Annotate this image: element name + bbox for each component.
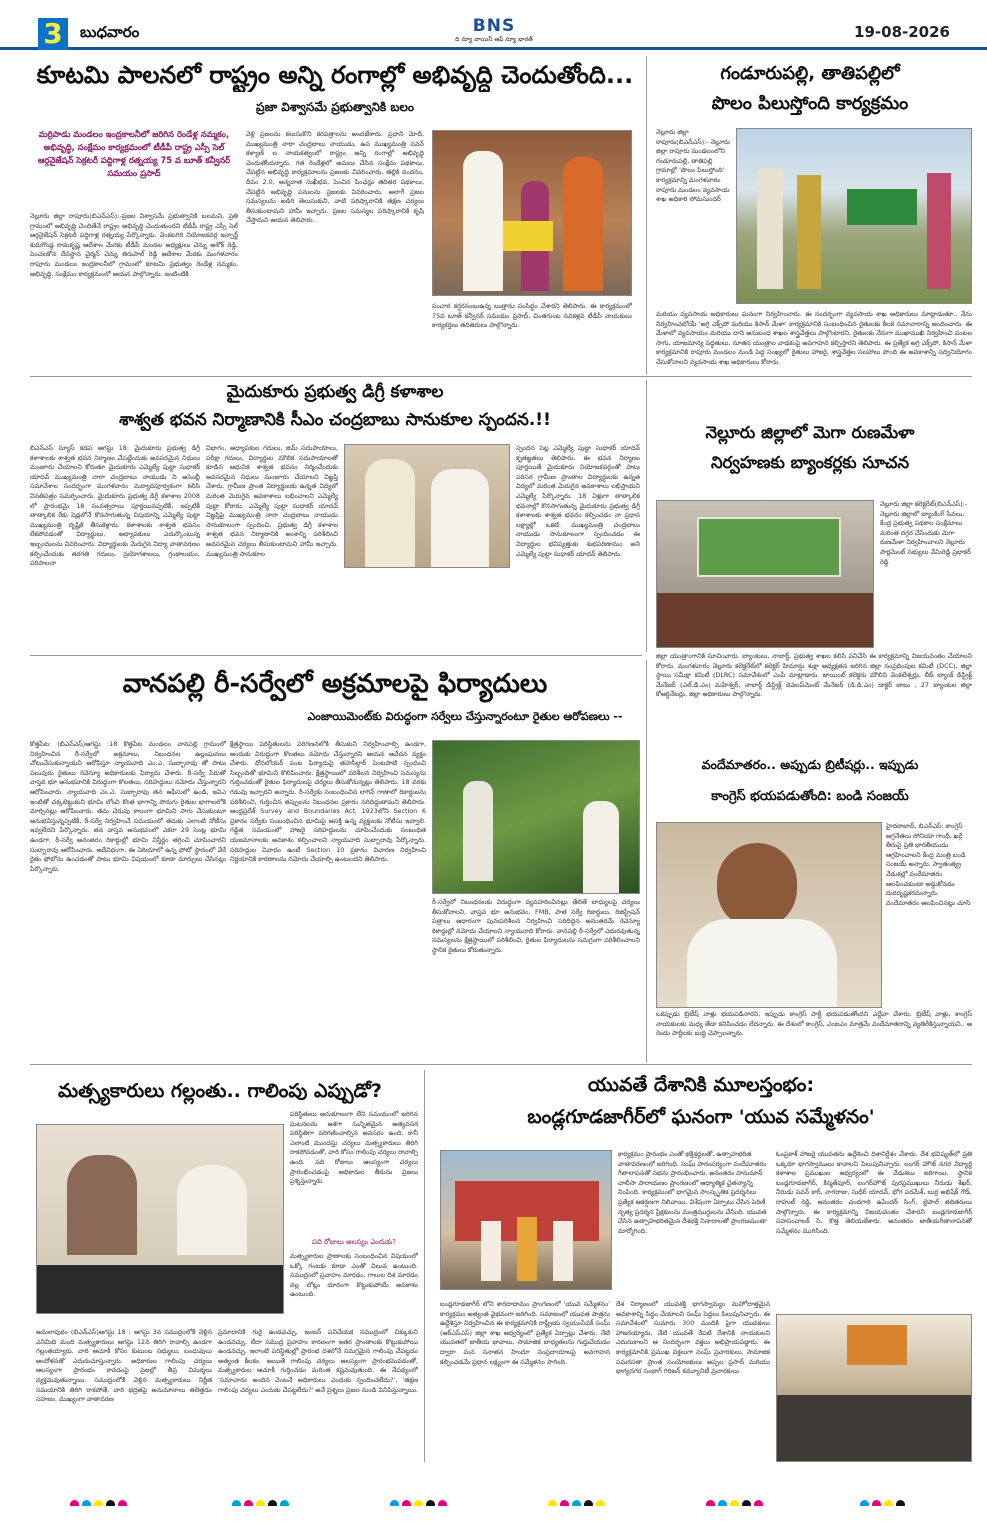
magenta-dot bbox=[118, 1500, 127, 1506]
photo-cm-meeting bbox=[344, 444, 510, 568]
magenta-dot bbox=[70, 1500, 79, 1506]
story8-body-col1b: బండ్లగూడజాగీర్ లోని శారదాదామం ప్రాంగణంలో 'యువ సమ్మేళనం' కార్యక్రమం అత్యంత వైభవంగా జరిగింది. సమాజంలో యువత పాత్రను ఉద్దేశిస్తూ నిర్వహించిన ఈ కార్యక్రమానికి రాష్ట్రీయ స్వయంసేవక్ సంఘ్ (ఆర్ఎస్ఎస్) జిల్లా శాఖ ఆధ్వర్యంలో ప్రత్యేక ఏర్పాట్లు చేశారు. నేటి యువతలో జాతీయ భావాలు, సామాజిక బాధ్యతలను గుర్తుచేయడం ద్వారా మన సనాతన హిందూ సంప్రదాయాలపై అవగాహన కల్పించడమే ప్రధాన లక్ష్యంగా ఈ సమ్మేళనం సాగింది. bbox=[440, 1300, 610, 1366]
story2-body-bottom: మరియు వ్యవసాయ అధికారులు ఘనంగా నిర్వహించారు. ఈ సందర్భంగా వ్యవసాయ శాఖ అధికారులు మాట్లాడుతూ.. నేను నిర్వహించబోయే 'అగ్రి ఎక్స్‌పో మరియు కిసాన్ మేళా' కార్యక్రమానికి సంబంధించిన రైతులకు కీలక సమాచారాన్ని అందించారు. ఈ మేళాలో వ్యవసాయం మరియు దాని అనుబంధ శాఖల శాస్త్రవేత్తలు పాల్గొంటారని, రైతులకు నేరుగా ముఖాముఖి నిర్వహించి పంటల సాగు, యాజమాన్య పద్ధతులు, నూతన యంత్రాల వాడకంపై అవగాహన కల్పిస్తారని తెలిపారు. ఈ ప్రత్యేక అగ్రి ఎక్స్‌పో, కిసాన్ మేళా కార్యక్రమానికి రాపూరు మండలం నుండి పెద్ద సంఖ్యలో రైతులు హాజరై, శాస్త్రవేత్తల సలహాలు పొంది ఈ అవకాశాన్ని సద్వినియోగం చేసుకోవాలని వ్యవసాయ శాఖ అధికారులు కోరారు. bbox=[656, 310, 972, 366]
registration-marks bbox=[706, 1494, 806, 1506]
story8-body-col1: కార్యక్రమం ప్రారంభం ఎంతో భక్తిశ్రద్ధలతో, ఉత్సాహభరిత వాతావరణంలో జరిగింది. సంఘ్ పారంపర్యంగా వందేమాతరం గీతాలాపనతో సభను ప్రారంభించారు. అనంతరం హనుమాన్ చాలీసా పారాయణం ప్రాంగణంలో ఆధ్యాత్మిక చైతన్యాన్ని నింపింది. కార్యక్రమంలో భాగమైన సాంస్కృతిక ప్రదర్శనలు ప్రత్యేక ఆకర్షణగా నిలిచాయి. విశేషంగా ఏర్పాటు చేసిన పెరిణీ నృత్య ప్రదర్శన ప్రేక్షకులను మంత్రముగ్ధులను చేసింది. యువత చేసిన ఉత్సాహభరితమైన దేశభక్తి నినాదాలతో ప్రాంగణమంతా మార్మోగింది. bbox=[618, 1150, 767, 1235]
logo-tagline: ది న్యూ వాయిస్ ఆఫ్ న్యూ భారత్ bbox=[455, 36, 533, 43]
headline-story6-line2: కాంగ్రెస్ భయపడుతోంది: బండి సంజయ్ bbox=[711, 789, 909, 804]
registration-marks bbox=[860, 1494, 960, 1506]
weekday: బుధవారం bbox=[80, 23, 140, 41]
black-dot bbox=[584, 1500, 593, 1506]
photo-bank-meeting bbox=[656, 500, 874, 648]
divider bbox=[424, 1070, 425, 1462]
headline-story3: మైదుకూరు ప్రభుత్వ డిగ్రీ కళాశాల bbox=[226, 382, 444, 402]
magenta-dot bbox=[706, 1500, 715, 1506]
cyan-dot bbox=[390, 1500, 399, 1506]
registration-marks bbox=[548, 1494, 648, 1506]
subhead-story5: ఎంజాయిమెంట్‌కు విరుద్ధంగా సర్వేలు చేస్తున్నారంటూ రైతుల ఆరోపణలు -- bbox=[307, 710, 623, 723]
story1-body-right: సంచార కర్షరసంబుఉన్న బుత్తాను సంసిద్ధం చేశారని తెలిపారు. ఈ కార్యక్రమంలో 75వ బూత్ కన్వీనర్ సమయం ప్రసాద్, చింతగుంట నవకళ్లవ టీడీపీ నాయకులు కార్యకర్తలు తదితరులు పాల్గొన్నారు. bbox=[432, 302, 632, 330]
divider bbox=[646, 380, 647, 652]
story5-body-col1: కొత్తపేట: (బిఎన్ఎస్)ఆగస్టు :18 కొత్తపేట మండలం వానపల్లి గ్రామంలో నిర్వహించిన రీ-సర్వేలో అక్రమాలు, నిబంధనల ఉల్లంఘనలు చోటుచేసుకున్నాయని ఆరోపిస్తూ న్యాయవాది ఎం.ఎ. సుబ్బారావు తో పాటు పలువురు రైతులు రెవెన్యూ అధికారులకు ఫిర్యాదు చేశారు. రీ-సర్వే పేరుతో వాస్తవ భూ అనుభవానికి విరుద్ధంగా కొలతలు, సరిహద్దులు నమోదు చేస్తున్నారని ఆరోపించారు. న్యాయవాది ఎం.ఎ. సుబ్బారావు తన ఆఫీసులో ఉండి, ఇవిఎ ఇంటితో చక్కబెట్టుకుని భూమి లోంచి కొంత భాగాన్ని పొరుగు రైతుల భాగాలలోకి మార్చినట్లు ఆరోపించారు. తమ చెరువు కాలంగా భూమిని సాగు చేసుకుంటూ అనుభవిస్తున్నప్పటికీ, రీ-సర్వే నిర్వహించే సమయంలో తమకు ఎలాంటి నోటీసు ఇవ్వలేదని పేర్కొన్నారు. తన వాస్తవ అనుభవంలో ఎకరా 29 సెంట్ల భూమి ఉండగా, రీ-సర్వే అనంతరం రికార్డుల్లో భూమి విస్తీర్ణం తగ్గించి చూపించారని సుబ్బారావు ఆరోపించారు. అదేవిధంగా, ఈ ఏరియాలో ఉన్న ఫోటో స్థానంలో వేరే రైతు ఫోటోను ఉంచడంతో పాటు భూమి విషయంలో కూడా మార్పులు చేసినట్లు పేర్కొన్నారు. bbox=[30, 740, 226, 873]
photo-farm-program bbox=[736, 128, 972, 304]
yellow-dot bbox=[94, 1500, 103, 1506]
cyan-dot bbox=[718, 1500, 727, 1506]
headline-story4: నెల్లూరు జిల్లాలో మెగా రుణమేళా bbox=[705, 423, 915, 442]
registration-marks bbox=[232, 1494, 332, 1506]
divider bbox=[30, 655, 642, 656]
photo-survey-field bbox=[432, 740, 640, 894]
story8-body-col3: ఓంప్రకాశ్ హాజరై యువతను ఉద్దేశించి దిశానిర్దేశం చేశారు. దేశ భవిష్యత్‌లో ప్రతి ఒక్కరూ భాగస్వాములు కావాలని పిలుపునిచ్చారు. లంగర్ హౌజ్ నగర విద్యార్థి కళాశాల ప్రముఖుల ఆధ్వర్యంలో ఈ వేడుకలు జరిగాయి. స్థానిక బండ్లగూడజాగీర్, కిస్మత్‌పూర్, లంగర్‌హౌజ్ పురప్రముఖులు నీరుడు శేఖర్, నీరుడు పవన్ కార్, నాగరాజు, సుధీర్ యాదవ్, భోగ పరమేశ్, బుర్ర అభిషేక్ గౌడ్, రాహుల్ రెడ్డి, అనంతరం చందగారి ఉపేందర్ సింగ్, జైపాల్ తదితరులు పాల్గొన్నారు. ఈ కార్యక్రమాన్ని విజయవంతం చేశారని బండ్లగూడజాగీర్ సహసంచాలక్ సి. కొత్త తెలియజేశారు. అనంతరం జాతీయగీతాలాపనతో సమ్మేళనం ముగిసింది. bbox=[776, 1150, 972, 1235]
yellow-dot bbox=[884, 1500, 893, 1506]
black-dot bbox=[268, 1500, 277, 1506]
magenta-dot bbox=[560, 1500, 569, 1506]
photo-party-leaders bbox=[432, 130, 632, 296]
divider bbox=[30, 376, 972, 377]
black-dot bbox=[426, 1500, 435, 1506]
divider bbox=[30, 1064, 972, 1065]
story4-body-top: నెల్లూరు జిల్లా కలెక్టరేట్(బిఎన్ఎస్):- నెల్లూరు జిల్లాలో బ్యాంకింగ్ సేవలు, కేంద్ర ప్రభుత్వ పథకాల సంక్షేమాలు మరింత దగ్గర చేసేందుకు మెగా రుణమేళా నిర్వహించాలని నెల్లూరు పార్లమెంట్ సభ్యులు వేమిరెడ్డి ప్రభాకర్ రెడ్డి bbox=[880, 500, 971, 566]
headline-story2-line2: పొలం పిలుస్తోంది కార్యక్రమం bbox=[711, 93, 909, 114]
subhead-story1: ప్రజా విశ్వాసమే ప్రభుత్వానికి బలం bbox=[256, 100, 414, 114]
yellow-dot bbox=[596, 1500, 605, 1506]
story3-body-col2: విభాగం, అధ్యాపకుల గదులు, జిమ్ సదుపాయాలు, పరీక్షా గదులు, విద్యార్థుల మౌలిక సదుపాయాలతో కూడిన ఆధునిక శాశ్వత భవనం నిర్మించేందుకు అవసరమైన నిధులు మంజూరు చేయాలని విజ్ఞప్తి చేశారు. గ్రామీణ ప్రాంత విద్యార్థులకు ఉన్నత విద్యలో మరింత మెరుగైన అవకాశాలు లభించాలని ఎమ్మెల్యే పుట్టా కోరారు. ఎమ్మెల్యే పుట్టా సుధాకర్ యాదవ్ విజ్ఞప్తిపై ముఖ్యమంత్రి నారా చంద్రబాబు నాయుడు సానుకూలంగా స్పందించి, ప్రభుత్వ డిగ్రీ కళాశాల శాశ్వత భవన నిర్మాణానికి అంశాన్ని పరిశీలించి అవసరమైన చర్యలు తీసుకుంటామని హామీ ఇచ్చారు. ముఖ్యమంత్రి సానుకూల bbox=[206, 444, 338, 558]
registration-marks bbox=[390, 1494, 490, 1506]
black-dot bbox=[896, 1500, 905, 1506]
photo-press-meet bbox=[36, 1124, 284, 1314]
cyan-dot bbox=[572, 1500, 581, 1506]
story5-body-col3: రీ-సర్వేలో నిబంధనలకు విరుద్ధంగా వ్యవహరించినట్లు తేలితే బాధ్యులపై చర్యలు తీసుకోవాలని, వాస్తవ భూ అనుభవం, FMB, పాత సర్వే రికార్డులు, రిజిస్ట్రేషన్ పత్రాలు ఆధారంగా పునఃపరిశీలన నిర్వహించి సరిదిద్దిన అనంతరమే రెవెన్యూ రికార్డుల్లో నమోదు చేయాలని న్యాయవాది కోరారు. వానపల్లి రీ-సర్వేలో ఎదురవుతున్న సమస్యలను క్షేత్రస్థాయిలో పరిశీలించి, రైతుల ఫిర్యాదులను సమగ్రంగా పరిశీలించాలని స్థానిక రైతులు కోరుతున్నారు. bbox=[432, 898, 640, 954]
magenta-dot bbox=[754, 1500, 763, 1506]
story7-body-side2: మత్స్యకారుల ప్రాణాలకు సంబంధించిన విషయంలో ఒక్కో గంటకు కూడా ఎంతో విలువ ఉంటుంది. సముద్రంలో ప్రవాహం మారడం, గాలుల దిశ మారడం వల్ల బోట్లు దూరంగా కొట్టుకుపోయే అవకాశం ఉంటుంది. bbox=[290, 1252, 418, 1299]
subhead-story7: పది రోజులు ఆలస్యం ఎందుకు? bbox=[311, 1238, 397, 1246]
cyan-dot bbox=[280, 1500, 289, 1506]
magenta-dot bbox=[872, 1500, 881, 1506]
story1-body-mid: వెళ్లి ప్రజలను కలుసుకొని కరపత్రాలను అందజేశారు. ప్రధాని మోదీ, ముఖ్యమంత్రి నారా చంద్రబాబు నాయుడు, ఉప ముఖ్యమంత్రి పవన్ కళ్యాణ్ ల నాయకత్వంలో రాష్ట్రం అన్ని రంగాల్లో అభివృద్ధి చెందుతోందన్నారు. గత రెండేళ్లలో అమలు చేసిన సంక్షేమ పథకాలు, చేపట్టిన అభివృద్ధి కార్యక్రమాలను ప్రజలకు వివరించారు. తల్లికి వందనం, దీపం 2.0, అన్నదాత సుఖీభవ, పెంచిన పింఛన్లు తదితర పథకాలు, చేపట్టిన అభివృద్ధి పనులను ప్రజలకు వివరించారు. అలాగే ప్రజల సమస్యలను అడిగి తెలుసుకుని, వాటి పరిష్కారానికి తక్షణ చర్యలు తీసుకుంటామని హామీ ఇచ్చారు. ప్రజల సమస్యల పరిష్కారానికి కృషి చేస్తామని ఆయన తెలిపారు. bbox=[246, 130, 424, 225]
story8-body-col2: దేశ నిర్మాణంలో యువశక్తి భాగస్వామ్యం మహోదాత్తమైన అవకాశాన్ని సిద్ధం చేయాలని సంఘ్ పెద్దలు పిలుపునిచ్చారు. ఈ సమావేశంలో సుమారు 300 మందికి పైగా యువకులు హాజరయ్యారు. నేటి యువతే రేపటి దేశానికి నాయకులని ఎదురుకాలని ఆ సందర్భంగా వక్తలు అభిప్రాయపడ్డారు. ఈ కార్యక్రమానికి ప్రముఖ వక్తలుగా సంఘ్ ప్రచారకులు, సామాజిక సమరసతా ప్రాంత సంయోజకులు అప్పల ప్రసాద్ మరియు భాగ్యనగర సంభాగ్ గిరిజన్ కమ్యూనిటీ ప్రచారకులు bbox=[616, 1300, 770, 1376]
story4-body-bottom: జిల్లా యంత్రాంగానికి సూచించారు. బ్యాంకులు, నాబార్డ్, ప్రభుత్వ శాఖల కలిసి పనిచేసి ఈ కార్యక్రమాన్ని విజయవంతం చేయాలని కోరారు. మంగళవారం నెల్లూరు కలెక్టరేట్‌లో కలెక్టర్ హిమాన్షు శుక్లా అధ్యక్షతన జరిగిన జిల్లా సంప్రదింపుల కమిటీ (DCC), జిల్లా స్థాయి సమీక్షా కమిటీ (DLRC) సమావేశంలో ఎంపీ మాట్లాడారు. జాయింట్ కలెక్టరు మౌలిని వెంకటేశ్వర్లు, లీడ్ బ్యాంక్ డిస్ట్రిక్ట్ మేనేజర్ (ఎల్.డి.ఎం) మహేశ్వర్, నాబార్డ్ డిస్ట్రిక్ట్ డెవలప్‌మెంట్ మేనేజర్ (డి.డి.ఎం) డాక్టర్ బాబు , 27 బ్యాంకుల జిల్లా కోఆర్డినేటర్లు, జిల్లా అధికారులు పాల్గొన్నారు. bbox=[656, 652, 972, 699]
issue-date: 19-08-2026 bbox=[854, 23, 950, 41]
story6-body-bottom: ఒకప్పుడు బ్రిటీష్ వాళ్లు భయపడినారని, ఇప్పుడు కాంగ్రెస్ పార్టీ భయపడుతోందని ఎద్దేవా చేశారు. బ్రిటీష్ వాళ్లు, కాంగ్రెస్ నాయకులకు మధ్య తేడా కనిపించడం లేదన్నారు. ఈ దేశంలో కాంగ్రెస్, ఎంఐఎం మాత్రమే వందేమాతరాన్ని వ్యతిరేకిస్తున్నాయని.. ఆ రెండు పార్టీలకు బుద్ధి చెప్పాలన్నారు. bbox=[656, 1010, 972, 1038]
yellow-dot bbox=[548, 1500, 557, 1506]
headline-story1: కూటమి పాలనలో రాష్ట్రం అన్ని రంగాల్లో అభివృద్ధి చెందుతోంది... bbox=[36, 61, 634, 89]
divider bbox=[646, 660, 647, 1062]
story3-body-col3: స్పందన పట్ల ఎమ్మెల్యే పుట్టా సుధాకర్ యాదవ్ కృతజ్ఞతలు తెలిపారు. ఈ భవన నిర్మాణం పూర్తయితే మైదుకూరు నియోజకవర్గంతో పాటు పరిసర గ్రామీణ ప్రాంతాల విద్యార్థులకు ఉన్నత విద్యలో మరింత మెరుగైన అవకాశాలు లభిస్తాయని ఎమ్మెల్యే పేర్కొన్నారు. 18 ఏళ్లుగా తాత్కాలిక భవనాల్లో కొనసాగుతున్న మైదుకూరు ప్రభుత్వ డిగ్రీ కళాశాలకు శాశ్వత భవనం కల్పించడం నా ప్రధాన లక్ష్యాల్లో ఒకటి. ముఖ్యమంత్రి చంద్రబాబు నాయుడు సానుకూలంగా స్పందించడం ఈ విద్యార్థుల భవిష్యత్తుకు శుభపరిణామం అని ఎమ్మెల్యే పుట్టా సుధాకర్ యాదవ్ తెలిపారు. bbox=[516, 444, 640, 558]
kicker-story1: మర్రిపాడు మండలం ఇంద్రకాలనీలో జరిగిన రెండేళ్ల నమ్మకం, అభివృద్ధి, సంక్షేమం కార్యక్రమంలో టీడీపీ రాష్ట్ర ఎస్సీ సెల్ ఆర్గనైజేషన్ సెక్రటరీ పద్దిగాళ్ల రత్నయ్య 75 వ బూత్ కన్వీనర్ సమయం ప్రసాద్ bbox=[37, 129, 231, 178]
black-dot bbox=[106, 1500, 115, 1506]
magenta-dot bbox=[438, 1500, 447, 1506]
headline-story4-line2: నిర్వహణకు బ్యాంకర్లకు సూచన bbox=[710, 453, 910, 472]
cyan-dot bbox=[232, 1500, 241, 1506]
black-dot bbox=[742, 1500, 751, 1506]
magenta-dot bbox=[402, 1500, 411, 1506]
divider bbox=[646, 56, 647, 374]
cyan-dot bbox=[82, 1500, 91, 1506]
registration-marks bbox=[70, 1494, 170, 1506]
story7-body-side: పరిస్థితులు అనుకూలంగా లేని సమయంలో జరిగిన ఘటనలను ఆశగా సున్నితమైన అత్యవసర పరిస్థితిగా పరిగణించాల్సిన అవసరం ఉంది. కానీ ఎలాంటి ముందస్తు చర్యలు మత్స్యకారులు తిరిగి రాకపోవడంతో, వారి కోసం గాలింపు చర్యలు రావాల్సి ఉంది. పది రోజులు ఆలస్యంగా చర్యలు ప్రారంభించడంపై అధికారుల తీరును ప్రజలు ప్రశ్నిస్తున్నారు. bbox=[290, 1110, 418, 1186]
magenta-dot bbox=[244, 1500, 253, 1506]
yellow-dot bbox=[414, 1500, 423, 1506]
photo-bandi-sanjay bbox=[656, 822, 882, 1008]
headline-story8-line2: బండ్లగూడజాగీర్‌లో ఘనంగా 'యువ సమ్మేళనం' bbox=[527, 1106, 875, 1128]
yellow-dot bbox=[256, 1500, 265, 1506]
page-number: 3 bbox=[38, 18, 68, 50]
headline-story7: మత్స్యకారులు గల్లంతు.. గాలింపు ఎప్పుడో? bbox=[58, 1080, 382, 1102]
photo-stage-event bbox=[440, 1150, 612, 1290]
bns-logo bbox=[448, 16, 540, 48]
logo-text: BNS bbox=[472, 16, 516, 36]
headline-story3-line2: శాశ్వత భవన నిర్మాణానికి సీఎం చంద్రబాబు సానుకూల స్పందన.!! bbox=[119, 410, 551, 430]
story5-body-col2: క్షేత్రస్థాయి పరిస్థితులను పరిగణనలోకి తీసుకుని నిర్వహించాల్సి ఉండగా, అందుకు విరుద్ధంగా కొలతలు నమోదు చేస్తున్నారని ఆయన ఆవేదన వ్యక్తం చేశారు. ధోనలోయర్ పంట ఫిర్యాదుపై తహసీల్దార్ పెంటపాటి స్పందించి సిబ్బందితో భూమిని కొలిపించారు. క్షేత్రస్థాయిలో పరిశీలన నిర్వహించి సమస్యను గుర్తించడంతో రైతుల ఫిర్యాదులపై చర్యలు తీసుకోనున్నట్లు తెలిపారు. 18 వరకు గడువు ఇచ్చారని అన్నారు. రీ-సర్వేకు సంబంధించిన లాగిన్ గాణాలో రికార్డులను పరిశీలించి, గుర్తించిన తప్పులను నిబంధనల ప్రకారం సరిదిద్దుతామని తెలిపారు. ఆంధ్రప్రదేశ్ Survey and Boundaries Act, 1923లోని Section 6 ప్రకారం సర్వేకు సంబంధించిన భూమిపై ఆసక్తి ఉన్న వ్యక్తులకు నోటీసు ఇవ్వాలి. గడ్డిత సమయంలో హాజరై సరిహద్దులను చూపించేందుకు సంబంధిత యజమానాలకు అవకాశం కల్పించాలని న్యాయవాది సుబ్బారావు పేర్కొన్నారు. సరిహద్దుల వివాదం ఉంటే Section 10 ప్రకారం విచారణ నిర్వహించి నిర్ణయానికి కారణాలను నమోదు చేయాల్సి ఉంటుందని తెలిపారు. bbox=[230, 740, 426, 864]
story7-body-col2: ప్రమాదానికి గురై ఉండవచ్చు, ఇంజన్ పనిచేయక సముద్రంలో చిక్కుకుని ఉండవచ్చు, లేదా సముద్ర ప్రవాహం కారణంగా ఇతర ప్రాంతాలకు కొట్టుకుపోయి ఉండవచ్చు. ఇలాంటి పరిస్థితుల్లో ప్రారంభ దశలోనే సమగ్రమైన గాలింపు చేపట్టడం అత్యంత కీలకం. అయితే గాలింపు చర్యలు ఆలస్యంగా ప్రారంభమవడంతో, మత్స్యకారుల ఆచూకీ గుర్తించడం మరింత కష్టమవుతుంది. ఈ నేపథ్యంలో 'సమాచారం అందిన వెంటనే అధికారులు ఎందుకు స్పందించలేదు?', 'తక్షణ గాలింపు చర్యలు ఎందుకు చేపట్టలేదు?' అనే ప్రశ్నలు ప్రజల నుండి వినిపిస్తున్నాయి. bbox=[218, 1328, 418, 1394]
photo-audience bbox=[776, 1314, 972, 1462]
cyan-dot bbox=[860, 1500, 869, 1506]
yellow-dot bbox=[730, 1500, 739, 1506]
story1-body-left: నెల్లూరు జిల్లా రాపూరు(బిఎన్ఎస్):-ప్రజల విశ్వాసమే ప్రభుత్వానికి బలమని, ప్రతి గ్రామంలో అభివృద్ధి చెందితేనే రాష్ట్రం అభివృద్ధి చెందుతుందని టీడీపీ రాష్ట్ర ఎస్సీ సెల్ ఆర్గనైజేషన్ సెక్రటరీ పద్దిగాళ్ల రత్నయ్య పేర్కొన్నారు. వెంకటగిరి నియోజకవర్గ ఇన్చార్జ్ కురుగొండ్ల రామకృష్ణ ఆదేశాల మేరకు టీడీపీ మండల అధ్యక్షులు చెన్ను అశోక్ రెడ్డి, పెంచలకోన దేవస్థాన చైర్మన్ చెన్ను తిరుపాల్ రెడ్డి ఆదేశాల మేరకు మంగళవారం రాపూరు మండలం ఇంద్రకాలనీలో గ్రామంలో కూటమి ప్రభుత్వం రెండేళ్ల నమ్మకం, అభివృద్ధి, సంక్షేమం కార్యక్రమంలో ఆయన పాల్గొన్నారు. ఇంటింటికి bbox=[30, 212, 238, 278]
headline-story6: వందేమాతరం.. అప్పుడు బ్రిటీషర్లు.. ఇప్పుడు bbox=[701, 757, 919, 772]
headline-story2: గండూరుపల్లి, తాతిపల్లిలో bbox=[720, 63, 900, 84]
headline-story8: యువతే దేశానికి మూలస్తంభం: bbox=[587, 1074, 815, 1096]
story3-body-col1: బిఎన్ఎస్ న్యూస్ కడప ఆగస్టు 18: మైదుకూరు ప్రభుత్వ డిగ్రీ కళాశాలకు శాశ్వత భవన నిర్మాణం చేపట్టేందుకు అవసరమైన నిధులు మంజూరు చేయాలని కోరుతూ మైదుకూరు ఎమ్మెల్యే పుట్టా సుధాకర్ యాదవ్ ముఖ్యమంత్రి నారా చంద్రబాబు నాయుడు ని అసెంబ్లీ సమావేశాల సందర్భంగా మంగళవారం మర్యాదపూర్వకంగా కలిసి వినతిపత్రం సమర్పించారు. మైదుకూరు ప్రభుత్వ డిగ్రీ కళాశాల 2008 లో ప్రారంభమై 18 సంవత్సరాలు పూర్తయినప్పటికీ, ఇప్పటికీ తాత్కాలిక రేకు షెడ్లలోనే కొనసాగుతున్న విషయాన్ని ఎమ్మెల్యే పుట్టా ముఖ్యమంత్రి దృష్టికి తీసుకెళ్లారు. కళాశాలకు శాశ్వత భవనం లేకపోవడంతో విద్యార్థులు, అధ్యాపకులు ఎదుర్కొంటున్న ఇబ్బందులను వివరించారు. విద్యార్థులకు మెరుగైన విద్యా వాతావరణం కల్పించేందుకు తరగతి గదులు, ప్రయోగశాలలు, గ్రంథాలయం, పరిపాలనా bbox=[30, 444, 200, 568]
story7-body-col1: అమలాపురం (బిఎన్ఎస్)ఆగస్టు 18 : ఆగస్టు 3న సముద్రంలోకి వెళ్లిన ఎనిమిది మంది మత్స్యకారులు ఆగస్టు 12న తిరిగి రావాల్సి ఉండగా గల్లంతయ్యారు. వారి ఆచూకీ కోసం కుటుంబ సభ్యులు, బంధువులు ఆందోళనతో ఎదురుచూస్తున్నారు. అధికారుల గాలింపు చర్యలు ఆలస్యంగా ప్రారంభం కావడంపై ప్రజల్లో తీవ్ర విమర్శలు వ్యక్తమవుతున్నాయి. సముద్రంలోకి వెళ్లిన మత్స్యకారులు నిర్ణీత సమయానికి తిరిగి రాకపోతే, వారి భద్రతపై అనుమానాలు తలెత్తడం సహజం. ముఖ్యంగా వాతావరణ bbox=[36, 1328, 212, 1404]
story2-body-top: నెల్లూరు జిల్లా రాపూరు(బిఎన్ఎస్):- నెల్లూరు జిల్లా రాపూరు మండలంలోని గండూరుపల్లి, తాతిపల్లి గ్రామాల్లో 'పొలం పిలుస్తోంది' కార్యక్రమాన్ని మంగళవారం రాపూరు మండలం వ్యవసాయ శాఖ అధికారి సోమసుందర్ bbox=[656, 128, 730, 204]
headline-story5: వానపల్లి రీ-సర్వేలో అక్రమాలపై ఫిర్యాదులు bbox=[122, 669, 548, 699]
story6-body-side: హైదరాబాద్, బిఎన్ఎస్: కాంగ్రెస్ అగ్రనేతలు సోనియా గాంధీ, ఖర్గే తీరుపై ప్రతి భారతీయుడు ఆగ్రహించాలని కేంద్ర మంత్రి బండి సంజయ్ అన్నారు. స్వాతంత్య్ర వేడుకల్లో వందేమాతరం ఆలపించకుండా అడ్డుకోవడం దురదృష్టకరమన్నారు. వందేమాతరం ఆలపించినట్లు చూసి bbox=[886, 822, 971, 907]
